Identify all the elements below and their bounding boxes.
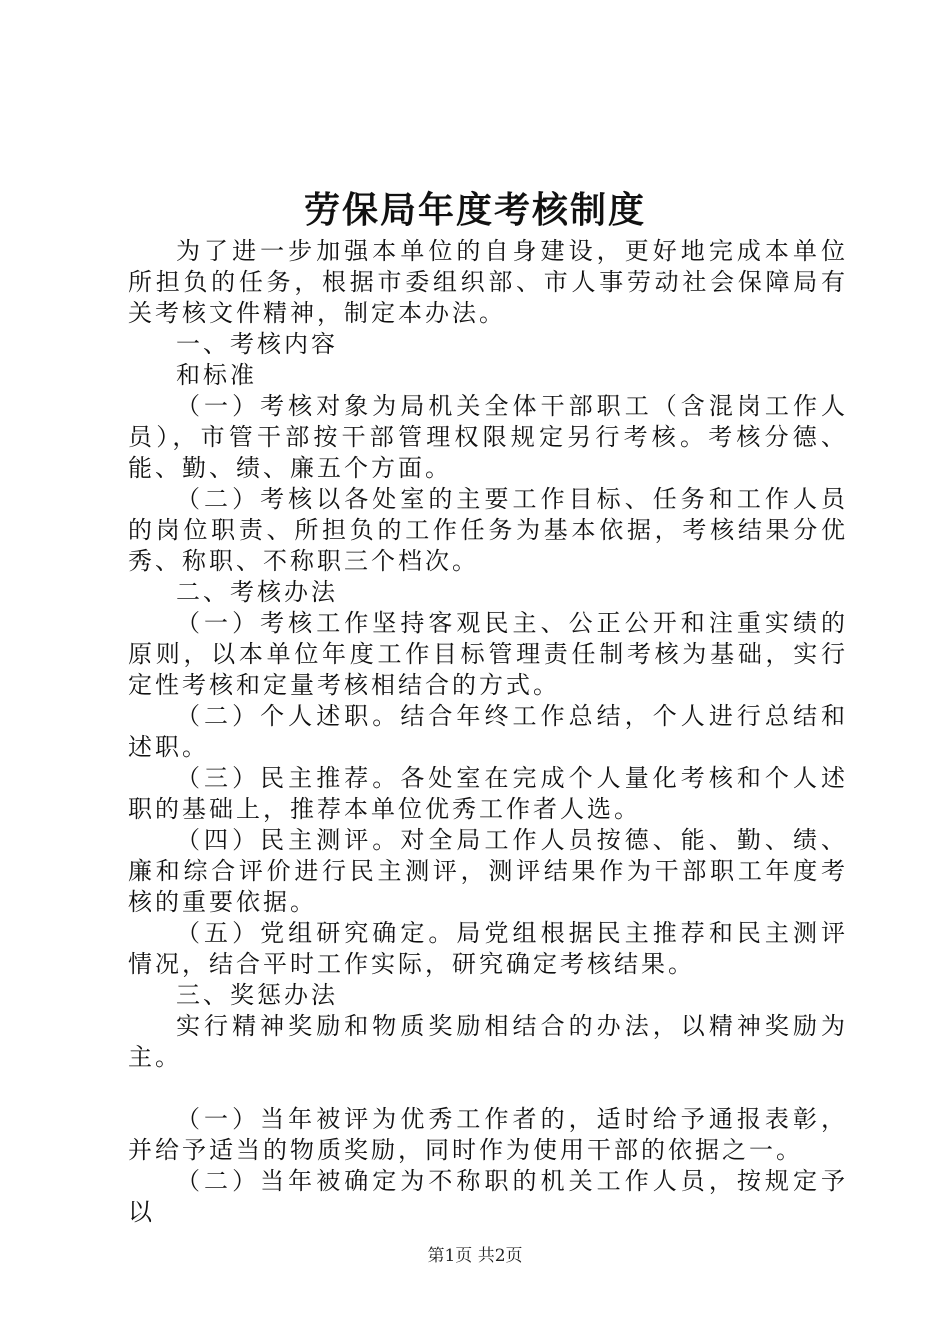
document-title: 劳保局年度考核制度 [303,189,646,231]
intro-paragraph: 为了进一步加强本单位的自身建设，更好地完成本单位所担负的任务，根据市委组织部、市人事劳动社会保障局有关考核文件精神，制定本办法。 [128,237,848,327]
paragraph-gap [128,1073,848,1104]
paragraph-1-1: （一）考核对象为局机关全体干部职工（含混岗工作人员），市管干部按干部管理权限规定另行考核。考核分德、能、勤、绩、廉五个方面。 [128,392,848,482]
section-heading-1: 一、考核内容 [176,330,338,358]
paragraph-1-2: （二）考核以各处室的主要工作目标、任务和工作人员的岗位职责、所担负的工作任务为基本依据，考核结果分优秀、称职、不称职三个档次。 [128,485,848,575]
paragraph-2-5: （五）党组研究确定。局党组根据民主推荐和民主测评情况，结合平时工作实际，研究确定考核结果。 [128,919,848,978]
document-body [128,236,848,1228]
paragraph-3-intro: 实行精神奖励和物质奖励相结合的办法，以精神奖励为主。 [128,1012,848,1071]
page-footer: 第1页 共2页 [427,1246,523,1266]
paragraph-3-2: （二）当年被确定为不称职的机关工作人员，按规定予以 [128,1167,848,1226]
paragraph-2-3: （三）民主推荐。各处室在完成个人量化考核和个人述职的基础上，推荐本单位优秀工作者人选。 [128,764,848,823]
paragraph-3-1: （一）当年被评为优秀工作者的，适时给予通报表彰，并给予适当的物质奖励，同时作为使用干部的依据之一。 [128,1105,848,1164]
paragraph-2-1: （一）考核工作坚持客观民主、公正公开和注重实绩的原则，以本单位年度工作目标管理责任制考核为基础，实行定性考核和定量考核相结合的方式。 [128,609,848,699]
paragraph-2-4: （四）民主测评。对全局工作人员按德、能、勤、绩、廉和综合评价进行民主测评，测评结果作为干部职工年度考核的重要依据。 [128,826,848,916]
section-heading-2: 二、考核办法 [176,578,338,606]
section-heading-3: 三、奖惩办法 [176,981,338,1009]
paragraph-2-2: （二）个人述职。结合年终工作总结，个人进行总结和述职。 [128,702,848,761]
section-heading-1-cont: 和标准 [176,361,257,389]
